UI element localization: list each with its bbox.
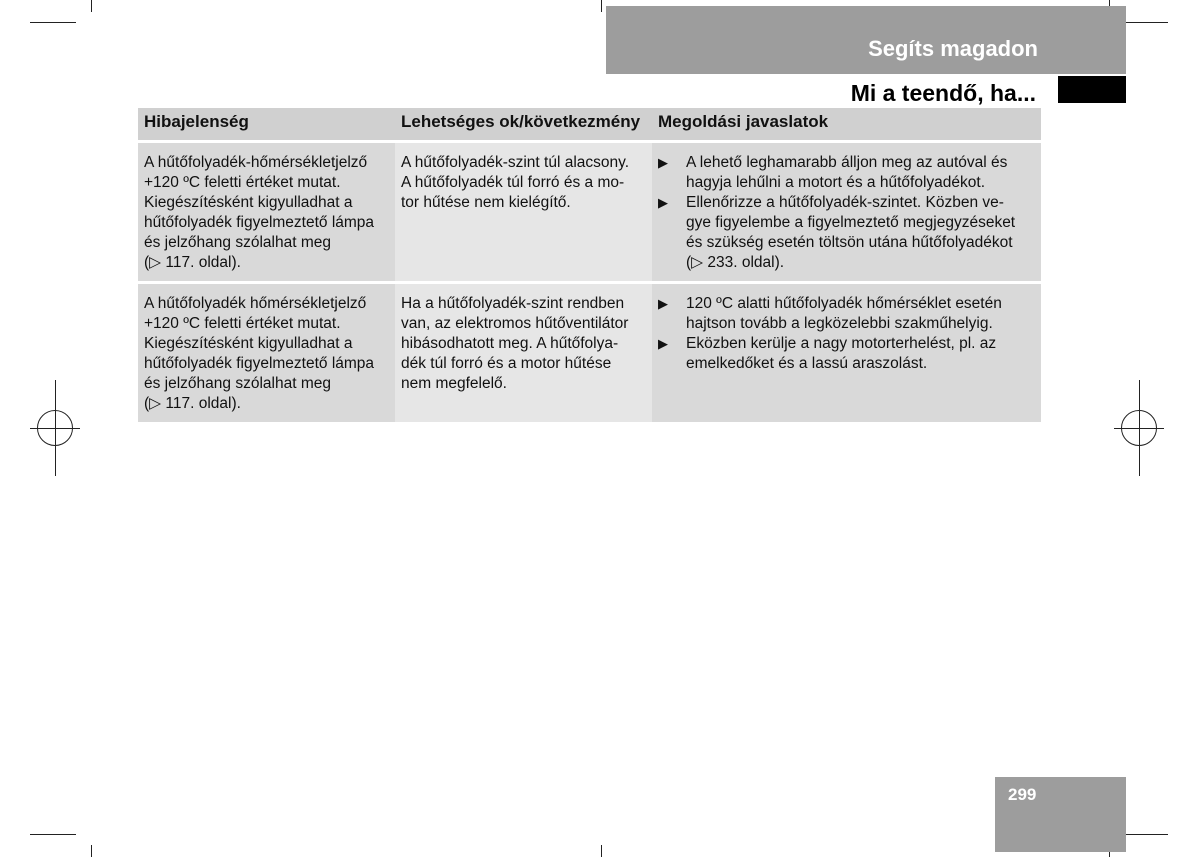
text-line: Ha a hűtőfolyadék-szint rendben	[401, 294, 625, 312]
play-triangle-icon: ▶	[658, 295, 668, 311]
page-reference: (▷ 117. oldal).	[144, 394, 241, 412]
text-line: tor hűtése nem kielégítő.	[401, 193, 571, 211]
text-line: nem megfelelő.	[401, 374, 507, 392]
solution-item	[658, 294, 1035, 334]
crop-mark	[1122, 834, 1168, 835]
text-line: 120 ºC alatti hűtőfolyadék hőmérséklet esetén	[686, 294, 1002, 312]
cause-cell	[395, 141, 652, 282]
text-line: hűtőfolyadék figyelmeztető lámpa	[144, 213, 375, 231]
text-line: Eközben kerülje a nagy motorterhelést, pl. az	[686, 334, 997, 352]
text-line: Kiegészítésként kigyulladhat a	[144, 334, 353, 352]
solution-item	[658, 334, 1035, 374]
crop-mark	[601, 0, 602, 12]
registration-mark-hline	[1114, 428, 1164, 429]
page-number-box	[995, 777, 1126, 852]
text-line: emelkedőket és a lassú araszolást.	[686, 354, 928, 372]
crop-mark	[1122, 22, 1168, 23]
crop-mark	[91, 0, 92, 12]
text-line: és jelzőhang szólalhat meg	[144, 233, 331, 251]
text-line: +120 ºC feletti értéket mutat.	[144, 314, 341, 332]
text-line: A hűtőfolyadék-szint túl alacsony.	[401, 153, 630, 171]
crop-mark	[601, 845, 602, 857]
page-reference: (▷ 117. oldal).	[144, 253, 241, 271]
cause-cell	[395, 282, 652, 422]
text-line: hagyja lehűlni a motort és a hűtőfolyadékot.	[686, 173, 985, 191]
text-line: A hűtőfolyadék hőmérsékletjelző	[144, 294, 367, 312]
solution-list	[658, 294, 1035, 374]
solutions-cell	[652, 282, 1041, 422]
text-line: és jelzőhang szólalhat meg	[144, 374, 331, 392]
text-line: A hűtőfolyadék-hőmérsékletjelző	[144, 153, 368, 171]
page-reference: (▷ 233. oldal).	[686, 253, 785, 271]
solution-item	[658, 153, 1035, 193]
column-header-symptom: Hibajelenség	[138, 108, 395, 141]
section-header	[606, 6, 1126, 74]
text-line: A hűtőfolyadék túl forró és a mo-	[401, 173, 625, 191]
table-row	[138, 141, 1041, 282]
section-tab-marker	[1058, 76, 1126, 103]
text-line: hűtőfolyadék figyelmeztető lámpa	[144, 354, 375, 372]
play-triangle-icon: ▶	[658, 194, 668, 210]
section-title: Segíts magadon	[868, 36, 1038, 61]
column-header-cause: Lehetséges ok/következmény	[395, 108, 652, 141]
text-line: hibásodhatott meg. A hűtőfolya-	[401, 334, 619, 352]
solution-list	[658, 153, 1035, 273]
crop-mark	[30, 22, 76, 23]
play-triangle-icon: ▶	[658, 335, 668, 351]
page-number: 299	[1008, 785, 1037, 804]
solution-item	[658, 193, 1035, 273]
play-triangle-icon: ▶	[658, 154, 668, 170]
registration-mark-hline	[30, 428, 80, 429]
table-row	[138, 282, 1041, 422]
crop-mark	[30, 834, 76, 835]
troubleshooting-table	[138, 108, 1041, 422]
column-header-solutions: Megoldási javaslatok	[652, 108, 1041, 141]
symptom-cell	[138, 282, 395, 422]
page-subtitle: Mi a teendő, ha...	[850, 80, 1036, 106]
text-line: gye figyelembe a figyelmeztető megjegyzéseket	[686, 213, 1016, 231]
text-line: van, az elektromos hűtőventilátor	[401, 314, 629, 332]
text-line: Ellenőrizze a hűtőfolyadék-szintet. Közben ve-	[686, 193, 1004, 211]
text-line: és szükség esetén töltsön utána hűtőfolyadékot	[686, 233, 1013, 251]
crop-mark	[91, 845, 92, 857]
text-line: Kiegészítésként kigyulladhat a	[144, 193, 353, 211]
text-line: dék túl forró és a motor hűtése	[401, 354, 612, 372]
symptom-cell	[138, 141, 395, 282]
text-line: hajtson tovább a legközelebbi szakműhelyig.	[686, 314, 993, 332]
text-line: +120 ºC feletti értéket mutat.	[144, 173, 341, 191]
text-line: A lehető leghamarabb álljon meg az autóval és	[686, 153, 1008, 171]
solutions-cell	[652, 141, 1041, 282]
table-header-row	[138, 108, 1041, 141]
